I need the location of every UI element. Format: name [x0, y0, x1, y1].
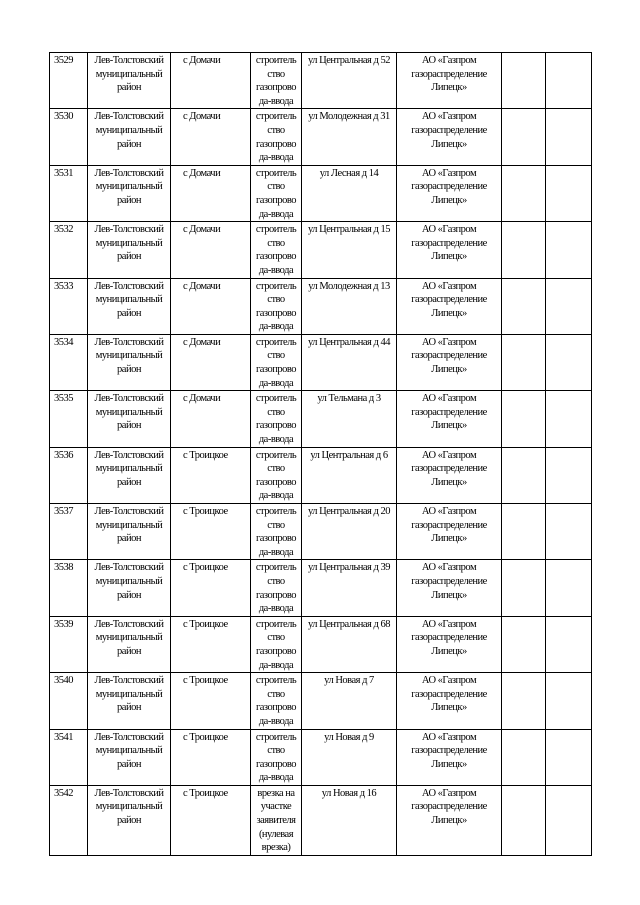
- cell-address: ул Новая д 9: [302, 729, 397, 785]
- cell-address: ул Центральная д 44: [302, 334, 397, 390]
- cell-locality: с Домачи: [171, 391, 251, 447]
- cell-empty-1: [502, 504, 546, 560]
- cell-locality: с Троицкое: [171, 447, 251, 503]
- cell-district: Лев-Толстовский муниципальный район: [88, 109, 171, 165]
- cell-number: 3538: [50, 560, 88, 616]
- cell-number: 3535: [50, 391, 88, 447]
- cell-district: Лев-Толстовский муниципальный район: [88, 616, 171, 672]
- cell-organization: АО «Газпром газораспределение Липецк»: [397, 673, 502, 729]
- cell-district: Лев-Толстовский муниципальный район: [88, 447, 171, 503]
- cell-number: 3541: [50, 729, 88, 785]
- cell-number: 3537: [50, 504, 88, 560]
- cell-organization: АО «Газпром газораспределение Липецк»: [397, 165, 502, 221]
- cell-work-type: строитель ство газопрово да-ввода: [251, 278, 302, 334]
- cell-address: ул Молодежная д 13: [302, 278, 397, 334]
- table-row: [50, 53, 592, 109]
- cell-empty-2: [546, 785, 592, 855]
- cell-number: 3534: [50, 334, 88, 390]
- cell-locality: с Троицкое: [171, 504, 251, 560]
- cell-number: 3533: [50, 278, 88, 334]
- cell-empty-2: [546, 109, 592, 165]
- table-row: [50, 278, 592, 334]
- cell-locality: с Домачи: [171, 165, 251, 221]
- cell-empty-2: [546, 447, 592, 503]
- cell-empty-1: [502, 729, 546, 785]
- cell-district: Лев-Толстовский муниципальный район: [88, 278, 171, 334]
- cell-address: ул Центральная д 15: [302, 222, 397, 278]
- cell-organization: АО «Газпром газораспределение Липецк»: [397, 391, 502, 447]
- cell-organization: АО «Газпром газораспределение Липецк»: [397, 334, 502, 390]
- cell-empty-2: [546, 673, 592, 729]
- cell-district: Лев-Толстовский муниципальный район: [88, 222, 171, 278]
- cell-organization: АО «Газпром газораспределение Липецк»: [397, 560, 502, 616]
- cell-organization: АО «Газпром газораспределение Липецк»: [397, 616, 502, 672]
- cell-empty-1: [502, 53, 546, 109]
- cell-work-type: строитель ство газопрово да-ввода: [251, 334, 302, 390]
- table-row: [50, 616, 592, 672]
- cell-empty-2: [546, 391, 592, 447]
- cell-empty-1: [502, 222, 546, 278]
- cell-address: ул Центральная д 6: [302, 447, 397, 503]
- cell-empty-1: [502, 278, 546, 334]
- cell-empty-1: [502, 109, 546, 165]
- cell-empty-2: [546, 616, 592, 672]
- cell-locality: с Троицкое: [171, 673, 251, 729]
- table-row: [50, 560, 592, 616]
- cell-number: 3530: [50, 109, 88, 165]
- cell-empty-2: [546, 222, 592, 278]
- table-row: [50, 165, 592, 221]
- cell-number: 3542: [50, 785, 88, 855]
- cell-empty-1: [502, 616, 546, 672]
- cell-district: Лев-Толстовский муниципальный район: [88, 165, 171, 221]
- cell-work-type: строитель ство газопрово да-ввода: [251, 729, 302, 785]
- cell-district: Лев-Толстовский муниципальный район: [88, 53, 171, 109]
- cell-empty-2: [546, 560, 592, 616]
- cell-locality: с Домачи: [171, 53, 251, 109]
- table-row: [50, 673, 592, 729]
- cell-empty-2: [546, 278, 592, 334]
- cell-work-type: строитель ство газопрово да-ввода: [251, 222, 302, 278]
- cell-locality: с Троицкое: [171, 560, 251, 616]
- cell-work-type: строитель ство газопрово да-ввода: [251, 53, 302, 109]
- cell-organization: АО «Газпром газораспределение Липецк»: [397, 222, 502, 278]
- cell-work-type: строитель ство газопрово да-ввода: [251, 391, 302, 447]
- cell-address: ул Новая д 7: [302, 673, 397, 729]
- cell-district: Лев-Толстовский муниципальный район: [88, 729, 171, 785]
- cell-locality: с Домачи: [171, 278, 251, 334]
- cell-district: Лев-Толстовский муниципальный район: [88, 334, 171, 390]
- cell-locality: с Троицкое: [171, 616, 251, 672]
- table-row: [50, 334, 592, 390]
- cell-locality: с Домачи: [171, 334, 251, 390]
- cell-number: 3532: [50, 222, 88, 278]
- cell-organization: АО «Газпром газораспределение Липецк»: [397, 109, 502, 165]
- cell-empty-1: [502, 673, 546, 729]
- cell-locality: с Домачи: [171, 222, 251, 278]
- cell-district: Лев-Толстовский муниципальный район: [88, 504, 171, 560]
- cell-address: ул Тельмана д 3: [302, 391, 397, 447]
- cell-work-type: врезка на участке заявителя (нулевая врезка): [251, 785, 302, 855]
- cell-empty-2: [546, 53, 592, 109]
- cell-empty-2: [546, 165, 592, 221]
- table-row: [50, 504, 592, 560]
- cell-organization: АО «Газпром газораспределение Липецк»: [397, 278, 502, 334]
- cell-organization: АО «Газпром газораспределение Липецк»: [397, 53, 502, 109]
- cell-locality: с Троицкое: [171, 785, 251, 855]
- cell-address: ул Центральная д 52: [302, 53, 397, 109]
- table-row: [50, 222, 592, 278]
- cell-empty-1: [502, 447, 546, 503]
- cell-work-type: строитель ство газопрово да-ввода: [251, 109, 302, 165]
- cell-empty-2: [546, 334, 592, 390]
- registry-body: [50, 53, 592, 856]
- table-row: [50, 109, 592, 165]
- cell-number: 3540: [50, 673, 88, 729]
- cell-organization: АО «Газпром газораспределение Липецк»: [397, 504, 502, 560]
- cell-district: Лев-Толстовский муниципальный район: [88, 673, 171, 729]
- table-row: [50, 729, 592, 785]
- cell-empty-1: [502, 560, 546, 616]
- cell-address: ул Центральная д 39: [302, 560, 397, 616]
- cell-district: Лев-Толстовский муниципальный район: [88, 560, 171, 616]
- cell-work-type: строитель ство газопрово да-ввода: [251, 673, 302, 729]
- cell-district: Лев-Толстовский муниципальный район: [88, 391, 171, 447]
- cell-number: 3531: [50, 165, 88, 221]
- cell-address: ул Лесная д 14: [302, 165, 397, 221]
- table-row: [50, 447, 592, 503]
- cell-locality: с Троицкое: [171, 729, 251, 785]
- cell-locality: с Домачи: [171, 109, 251, 165]
- cell-work-type: строитель ство газопрово да-ввода: [251, 165, 302, 221]
- cell-address: ул Молодежная д 31: [302, 109, 397, 165]
- cell-empty-2: [546, 504, 592, 560]
- cell-district: Лев-Толстовский муниципальный район: [88, 785, 171, 855]
- registry-table: [49, 52, 592, 856]
- cell-address: ул Центральная д 68: [302, 616, 397, 672]
- cell-number: 3536: [50, 447, 88, 503]
- cell-empty-1: [502, 334, 546, 390]
- cell-empty-2: [546, 729, 592, 785]
- cell-work-type: строитель ство газопрово да-ввода: [251, 447, 302, 503]
- cell-work-type: строитель ство газопрово да-ввода: [251, 616, 302, 672]
- cell-empty-1: [502, 165, 546, 221]
- cell-work-type: строитель ство газопрово да-ввода: [251, 560, 302, 616]
- table-row: [50, 785, 592, 855]
- cell-address: ул Центральная д 20: [302, 504, 397, 560]
- cell-number: 3529: [50, 53, 88, 109]
- cell-number: 3539: [50, 616, 88, 672]
- cell-organization: АО «Газпром газораспределение Липецк»: [397, 785, 502, 855]
- cell-work-type: строитель ство газопрово да-ввода: [251, 504, 302, 560]
- cell-empty-1: [502, 391, 546, 447]
- cell-organization: АО «Газпром газораспределение Липецк»: [397, 447, 502, 503]
- table-row: [50, 391, 592, 447]
- cell-empty-1: [502, 785, 546, 855]
- cell-address: ул Новая д 16: [302, 785, 397, 855]
- cell-organization: АО «Газпром газораспределение Липецк»: [397, 729, 502, 785]
